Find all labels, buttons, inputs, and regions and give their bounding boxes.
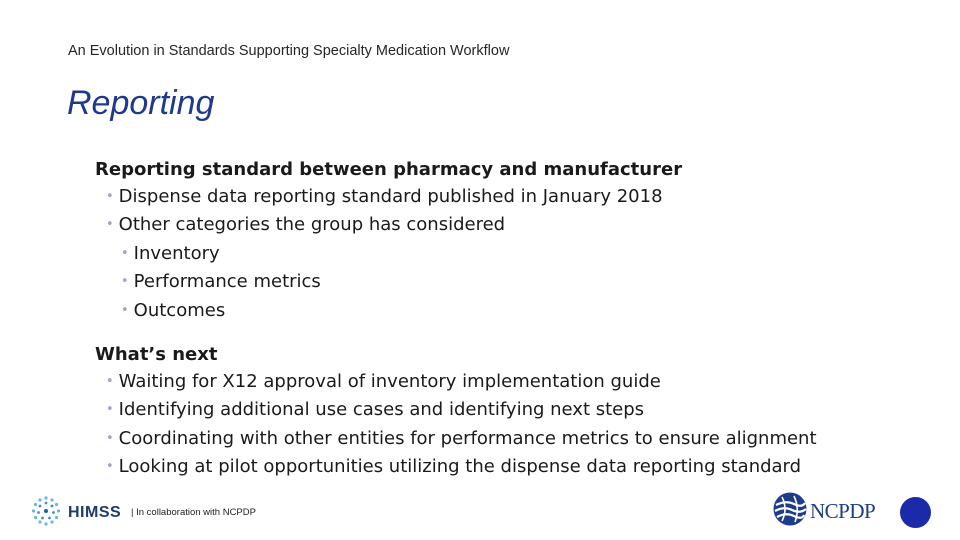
section-heading: Reporting standard between pharmacy and manufacturer: [95, 159, 683, 180]
bullet-icon: •: [121, 302, 129, 318]
ncpdp-globe-icon: [772, 491, 808, 531]
list-item-text: Other categories the group has considered: [118, 214, 506, 235]
list-item: [95, 397, 915, 426]
sub-list-item: [95, 298, 915, 327]
list-item-text: Identifying additional use cases and identifying next steps: [118, 399, 645, 420]
section-reporting-standard: [95, 157, 915, 326]
list-item: [95, 212, 915, 241]
sub-list-item-text: Performance metrics: [133, 271, 321, 292]
list-item: [95, 184, 915, 213]
sub-list-item-text: Inventory: [133, 242, 220, 264]
list-item: [95, 454, 915, 483]
list-item: [95, 426, 915, 455]
sub-list-item: [95, 269, 915, 298]
section-whats-next: [95, 342, 915, 483]
bullet-icon: •: [106, 217, 114, 232]
himss-logo-icon: [30, 495, 62, 531]
slide-subtitle: An Evolution in Standards Supporting Specialty Medication Workflow: [68, 43, 510, 59]
bullet-icon: •: [121, 274, 129, 289]
ncpdp-logo-text: NCPDP: [810, 498, 876, 523]
bullet-icon: •: [106, 188, 114, 204]
himss-logo-text: HIMSS: [68, 504, 122, 521]
list-item-text: Coordinating with other entities for performance metrics to ensure alignment: [118, 427, 817, 449]
sub-list-item: [95, 241, 915, 270]
list-item: [95, 369, 915, 398]
slide-title: Reporting: [67, 84, 215, 122]
list-item-text: Waiting for X12 approval of inventory implementation guide: [118, 370, 661, 392]
list-item-text: Dispense data reporting standard published in January 2018: [118, 185, 663, 207]
slide-indicator-dot[interactable]: [900, 497, 931, 528]
bullet-icon: •: [106, 373, 114, 389]
bullet-icon: •: [121, 245, 129, 261]
ncpdp-logo: [772, 492, 875, 530]
bullet-icon: •: [106, 402, 114, 417]
bullet-icon: •: [106, 459, 114, 474]
himss-logo: [30, 495, 121, 531]
bullet-icon: •: [106, 430, 114, 446]
section-heading: What’s next: [95, 344, 218, 365]
collaboration-note: | In collaboration with NCPDP: [131, 507, 256, 518]
list-item-text: Looking at pilot opportunities utilizing the dispense data reporting standard: [118, 456, 802, 477]
sub-list-item-text: Outcomes: [133, 299, 226, 321]
